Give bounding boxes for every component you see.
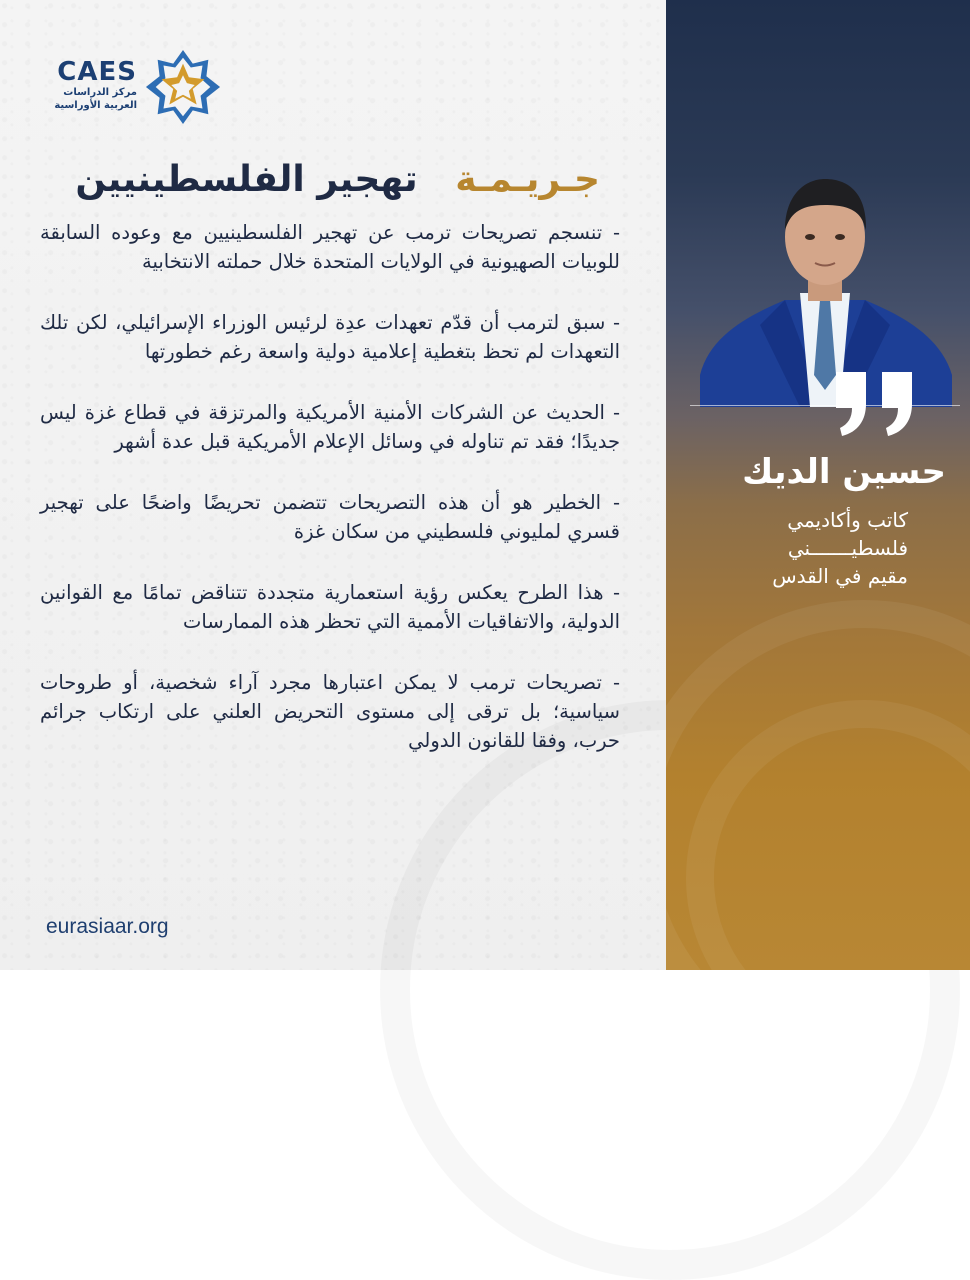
paragraph-2: - سبق لترمب أن قدّم تعهدات عدِة لرئيس الوزراء الإسرائيلي، لكن تلك التعهدات لم تحظ بتغطية إعلامية دولية واسعة رغم خطورتها (40, 311, 620, 363)
paragraph-4: - الخطير هو أن هذه التصريحات تتضمن تحريضًا واضحًا على تهجير قسري لمليوني فلسطيني من سكان غزة (40, 491, 620, 543)
article-body (40, 218, 620, 787)
paragraph-6: - تصريحات ترمب لا يمكن اعتبارها مجرد آراء شخصية، أو طروحات سياسية؛ بل ترقى إلى مستوى التحريض العلني على ارتكاب جرائم حرب، وفقا للقانون الدولي (40, 671, 620, 752)
website-link[interactable]: eurasiaar.org (46, 915, 169, 938)
paragraph-3: - الحديث عن الشركات الأمنية الأمريكية والمرتزقة في قطاع غزة ليس جديدًا؛ فقد تم تناوله في وسائل الإعلام الأمريكية قبل عدة أشهر (40, 401, 620, 453)
star-logo-icon (144, 48, 222, 126)
role-line-2: فلسطيـــــــني (787, 536, 908, 560)
title-space (430, 159, 443, 200)
title-main: تهجير الفلسطينيين (75, 159, 418, 200)
paragraph-5: - هذا الطرح يعكس رؤية استعمارية متجددة تتناقض تمامًا مع القوانين الدولية، والاتفاقيات الأممية التي تحظر هذه الممارسات (40, 581, 620, 633)
role-line-3: مقيم في القدس (772, 564, 908, 588)
author-role (676, 506, 908, 590)
author-name: حسين الديك (742, 452, 946, 492)
quote-icon (826, 368, 926, 438)
logo-line-2: العربية الأوراسية (54, 100, 137, 111)
caes-logo (52, 48, 222, 128)
title-highlight: جـريـمـة (455, 159, 600, 200)
page-title (60, 150, 600, 210)
logo-line-1: مركز الدراسات (63, 87, 137, 98)
logo-text (52, 58, 137, 112)
role-line-1: كاتب وأكاديمي (787, 508, 908, 532)
logo-abbr: CAES (57, 57, 137, 87)
paragraph-1: - تنسجم تصريحات ترمب عن تهجير الفلسطينيين مع وعوده السابقة للوبيات الصهيونية في الولايات المتحدة خلال حملته الانتخابية (40, 221, 620, 273)
